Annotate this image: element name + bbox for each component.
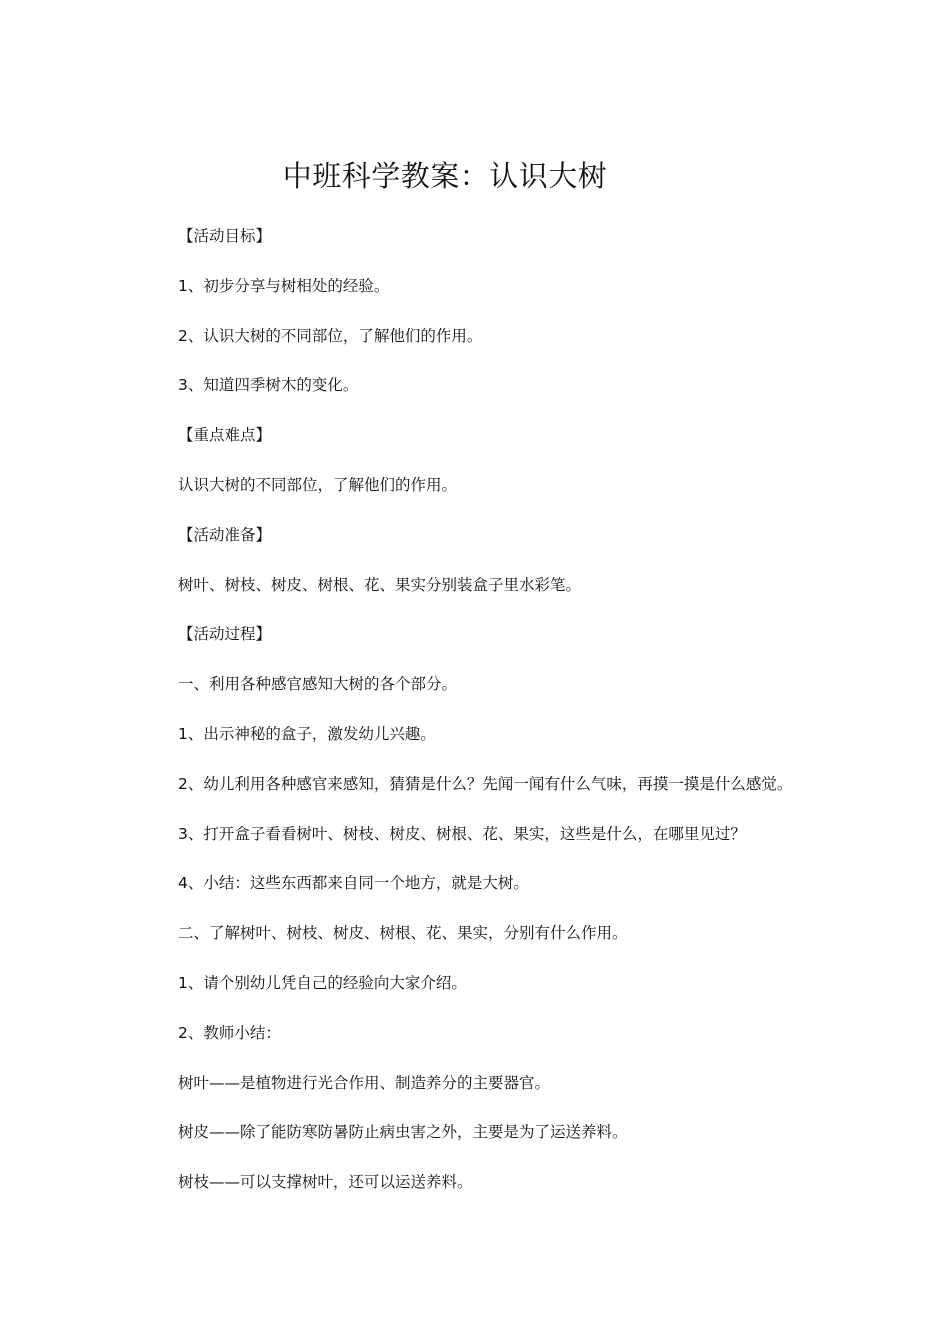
branch-description: 树枝——可以支撑树叶，还可以运送养料。	[178, 1173, 473, 1192]
section-heading-process: 【活动过程】	[178, 625, 272, 644]
section-heading-goals: 【活动目标】	[178, 227, 272, 245]
goal-item-2: 2、认识大树的不同部位，了解他们的作用。	[178, 326, 483, 345]
section-heading-key-points: 【重点难点】	[178, 426, 272, 445]
key-points-text: 认识大树的不同部位，了解他们的作用。	[178, 475, 458, 494]
bark-description: 树皮——除了能防寒防暑防止病虫害之外，主要是为了运送养料。	[178, 1123, 628, 1142]
section-heading-preparation: 【活动准备】	[178, 525, 272, 544]
document-title: 中班科学教案：认识大树	[282, 159, 608, 193]
leaf-description: 树叶——是植物进行光合作用、制造养分的主要器官。	[178, 1073, 551, 1092]
process-step-1-3: 3、打开盒子看看树叶、树枝、树皮、树根、花、果实，这些是什么，在哪里见过？	[178, 824, 746, 843]
goal-item-3: 3、知道四季树木的变化。	[178, 376, 359, 395]
process-step-1-2: 2、幼儿利用各种感官来感知，猜猜是什么？先闻一闻有什么气味，再摸一摸是什么感觉。	[178, 774, 793, 793]
process-part-2: 二、了解树叶、树枝、树皮、树根、花、果实，分别有什么作用。	[178, 924, 628, 943]
process-step-2-1: 1、请个别幼儿凭自己的经验向大家介绍。	[178, 973, 467, 992]
process-step-2-2: 2、教师小结：	[178, 1023, 281, 1042]
goal-item-1: 1、初步分享与树相处的经验。	[178, 276, 390, 295]
process-step-1-1: 1、出示神秘的盒子，激发幼儿兴趣。	[178, 724, 436, 743]
document-body	[178, 222, 878, 1218]
process-step-1-4: 4、小结：这些东西都来自同一个地方，就是大树。	[178, 874, 529, 893]
process-part-1: 一、利用各种感官感知大树的各个部分。	[178, 675, 458, 694]
preparation-text: 树叶、树枝、树皮、树根、花、果实分别装盒子里水彩笔。	[178, 575, 582, 594]
